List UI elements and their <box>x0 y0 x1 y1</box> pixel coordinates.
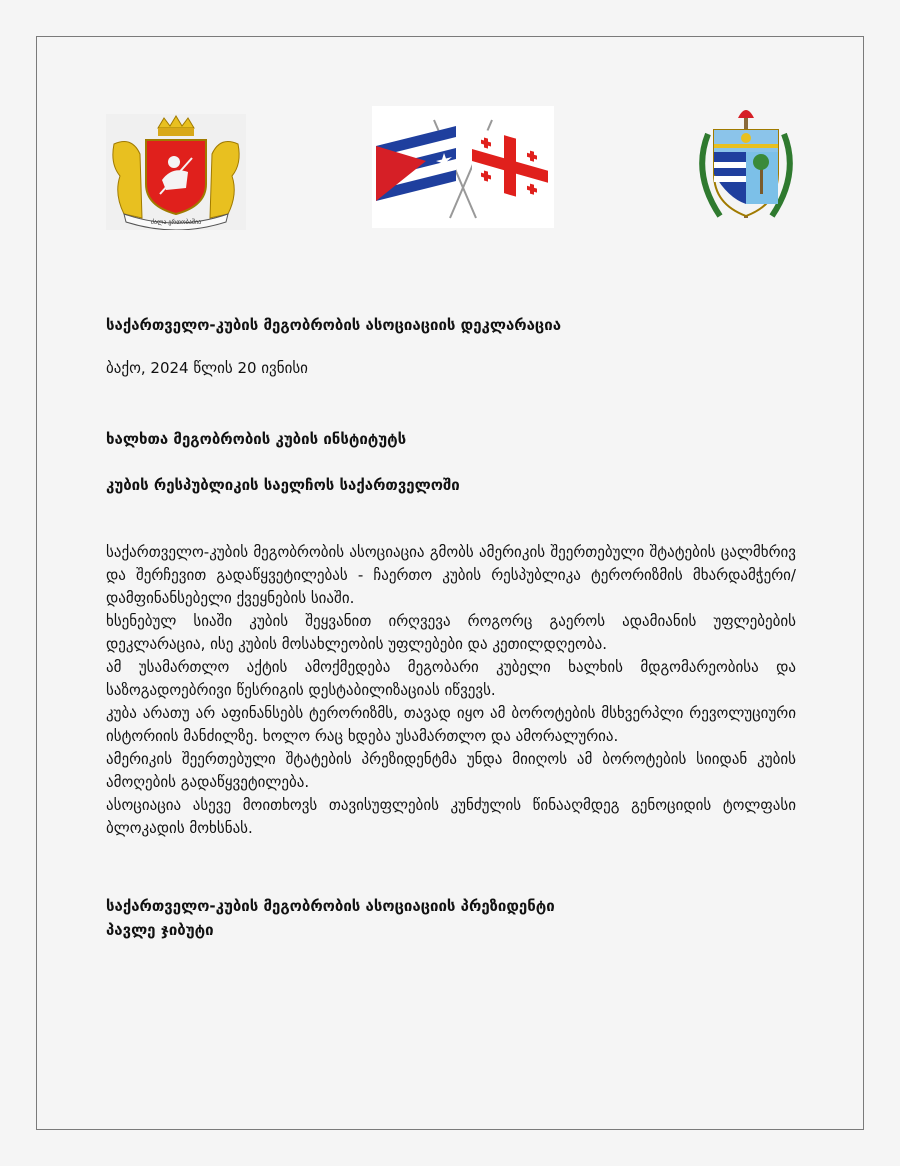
body-paragraph: ამ უსამართლო აქტის ამოქმედება მეგობარი კუბელი ხალხის მდგომარეობისა და საზოგადოებრივი წესრიგის დესტაბილიზაციას იწვევს. <box>106 658 796 699</box>
body-paragraph: საქართველო-კუბის მეგობრობის ასოციაცია გმობს ამერიკის შეერთებული შტატების ცალმხრივ და შერჩევით გადაწყვეტილებას - ჩაერთო კუბის რესპუბლიკა ტერორიზმის მხარდამჭერი/დამფინანსებელი ქვეყნების სიაში. <box>106 543 796 607</box>
recipient-line-1: ხალხთა მეგობრობის კუბის ინსტიტუტს <box>106 430 407 448</box>
signature-title: საქართველო-კუბის მეგობრობის ასოციაციის პრეზიდენტი <box>106 897 555 915</box>
cuba-coat-of-arms-icon <box>690 104 802 226</box>
body-paragraph: კუბა არათუ არ აფინანსებს ტერორიზმს, თავად იყო ამ ბოროტების მსხვერპლი რევოლუციური ისტორიის მანძილზე. ხოლო რაც ხდება უსამართლო და ამორალურია. <box>106 704 796 745</box>
document-title: საქართველო-კუბის მეგობრობის ასოციაციის დეკლარაცია <box>106 316 562 334</box>
body-paragraph: ამერიკის შეერთებული შტატების პრეზიდენტმა უნდა მიიღოს ამ ბოროტების სიიდან კუბის ამოღების გადაწყვეტილება. <box>106 750 796 791</box>
body-paragraph: ხსენებულ სიაში კუბის შეყვანით ირღვევა როგორც გაეროს ადამიანის უფლებების დეკლარაცია, ისე კუბის მოსახლეობის უფლებები და კეთილდღეობა. <box>106 612 796 653</box>
recipient-line-2: კუბის რესპუბლიკის საელჩოს საქართველოში <box>106 476 460 494</box>
cuba-georgia-crossed-flags-icon <box>372 106 554 228</box>
declaration-body <box>106 541 796 840</box>
signature-block <box>106 894 796 942</box>
georgia-emblem-motto: ძალა ერთობაშია <box>150 219 202 226</box>
georgia-coat-of-arms-icon <box>106 114 246 230</box>
body-paragraph: ასოციაცია ასევე მოითხოვს თავისუფლების კუნძულის წინააღმდეგ გენოციდის ტოლფასი ბლოკადის მოხსნას. <box>106 796 796 837</box>
signature-name: პავლე ჯიბუტი <box>106 921 214 939</box>
document-date: ბაქო, 2024 წლის 20 ივნისი <box>106 359 308 377</box>
